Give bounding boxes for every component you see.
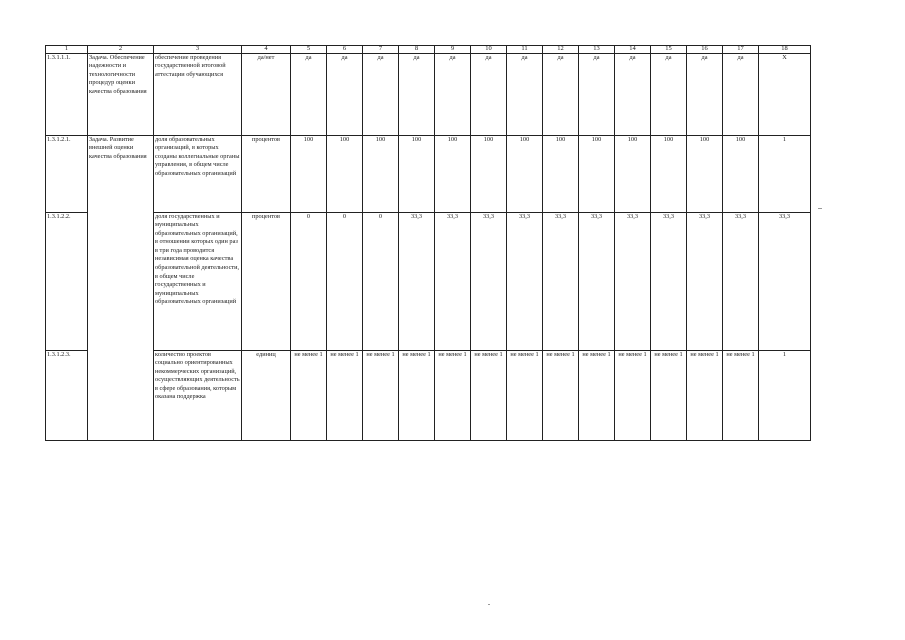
value-cell: не менее 1 <box>435 350 471 440</box>
indicators-table <box>45 45 811 441</box>
indicator-cell: количество проектов социально ориентированных некоммерческих организаций, осуществляющих деятельность в сфере образования, которым оказана поддержка <box>154 350 242 440</box>
value-cell: не менее 1 <box>471 350 507 440</box>
scan-mark <box>818 208 822 209</box>
value-cell: 33,3 <box>543 212 579 350</box>
value-cell: да <box>687 53 723 135</box>
indicator-cell: доля образовательных организаций, в которых созданы коллегиальные органы управления, в общем числе образовательных организаций <box>154 135 242 212</box>
value-cell: 100 <box>543 135 579 212</box>
row-code-cell: 1.3.1.1.1. <box>46 53 88 135</box>
header-row <box>46 46 811 54</box>
value-cell: да <box>651 53 687 135</box>
value-cell: 100 <box>687 135 723 212</box>
header-cell: 3 <box>154 46 242 54</box>
unit-cell: процентов <box>242 212 291 350</box>
table-row <box>46 135 811 212</box>
value-cell: да <box>579 53 615 135</box>
table-row <box>46 212 811 350</box>
unit-cell: процентов <box>242 135 291 212</box>
value-cell: не менее 1 <box>687 350 723 440</box>
value-cell: да <box>363 53 399 135</box>
value-cell: 100 <box>471 135 507 212</box>
value-cell: 100 <box>399 135 435 212</box>
value-cell: 33,3 <box>579 212 615 350</box>
value-cell: 33,3 <box>435 212 471 350</box>
value-cell: да <box>471 53 507 135</box>
value-cell: не менее 1 <box>507 350 543 440</box>
value-cell: 100 <box>327 135 363 212</box>
value-cell: 33,3 <box>687 212 723 350</box>
header-cell: 16 <box>687 46 723 54</box>
header-cell: 4 <box>242 46 291 54</box>
value-cell: не менее 1 <box>651 350 687 440</box>
value-cell: не менее 1 <box>579 350 615 440</box>
scan-mark <box>488 604 490 605</box>
value-cell: да <box>327 53 363 135</box>
value-cell: не менее 1 <box>327 350 363 440</box>
value-cell: 100 <box>291 135 327 212</box>
unit-cell: единиц <box>242 350 291 440</box>
header-cell: 13 <box>579 46 615 54</box>
indicator-cell: доля государственных и муниципальных образовательных организаций, в отношении которых один раз в три года проводится независимая оценка качества образовательной деятельности, в общем числе государственных и муниципальных образовательных организаций <box>154 212 242 350</box>
table-row <box>46 350 811 440</box>
header-cell: 11 <box>507 46 543 54</box>
value-cell: 0 <box>363 212 399 350</box>
value-cell: 0 <box>291 212 327 350</box>
value-cell: да <box>723 53 759 135</box>
row-code-cell: 1.3.1.2.3. <box>46 350 88 440</box>
value-cell: 33,3 <box>399 212 435 350</box>
value-cell: 100 <box>579 135 615 212</box>
table-row <box>46 53 811 135</box>
value-cell: да <box>291 53 327 135</box>
final-value-cell: Х <box>759 53 811 135</box>
value-cell: 0 <box>327 212 363 350</box>
task-cell: Задача. Обеспечение надежности и технологичности процедур оценки качества образования <box>88 53 154 135</box>
header-cell: 12 <box>543 46 579 54</box>
value-cell: 33,3 <box>507 212 543 350</box>
value-cell: 33,3 <box>651 212 687 350</box>
header-cell: 15 <box>651 46 687 54</box>
header-cell: 8 <box>399 46 435 54</box>
header-cell: 18 <box>759 46 811 54</box>
value-cell: 100 <box>507 135 543 212</box>
value-cell: 100 <box>363 135 399 212</box>
value-cell: не менее 1 <box>723 350 759 440</box>
header-cell: 17 <box>723 46 759 54</box>
header-cell: 1 <box>46 46 88 54</box>
value-cell: 100 <box>723 135 759 212</box>
header-cell: 7 <box>363 46 399 54</box>
header-cell: 10 <box>471 46 507 54</box>
value-cell: не менее 1 <box>543 350 579 440</box>
final-value-cell: 1 <box>759 350 811 440</box>
table-body <box>46 46 811 441</box>
value-cell: не менее 1 <box>363 350 399 440</box>
value-cell: да <box>399 53 435 135</box>
value-cell: да <box>615 53 651 135</box>
value-cell: 33,3 <box>471 212 507 350</box>
header-cell: 6 <box>327 46 363 54</box>
header-cell: 14 <box>615 46 651 54</box>
header-cell: 2 <box>88 46 154 54</box>
value-cell: не менее 1 <box>615 350 651 440</box>
value-cell: 33,3 <box>615 212 651 350</box>
value-cell: 100 <box>615 135 651 212</box>
row-code-cell: 1.3.1.2.1. <box>46 135 88 212</box>
value-cell: не менее 1 <box>291 350 327 440</box>
final-value-cell: 1 <box>759 135 811 212</box>
value-cell: да <box>507 53 543 135</box>
row-code-cell: 1.3.1.2.2. <box>46 212 88 350</box>
value-cell: да <box>435 53 471 135</box>
value-cell: 100 <box>435 135 471 212</box>
header-cell: 5 <box>291 46 327 54</box>
value-cell: не менее 1 <box>399 350 435 440</box>
value-cell: 33,3 <box>723 212 759 350</box>
value-cell: да <box>543 53 579 135</box>
header-cell: 9 <box>435 46 471 54</box>
task-cell: Задача. Развитие внешней оценки качества образования <box>88 135 154 440</box>
indicator-cell: обеспечение проведения государственной итоговой аттестации обучающихся <box>154 53 242 135</box>
unit-cell: да/нет <box>242 53 291 135</box>
final-value-cell: 33,3 <box>759 212 811 350</box>
value-cell: 100 <box>651 135 687 212</box>
